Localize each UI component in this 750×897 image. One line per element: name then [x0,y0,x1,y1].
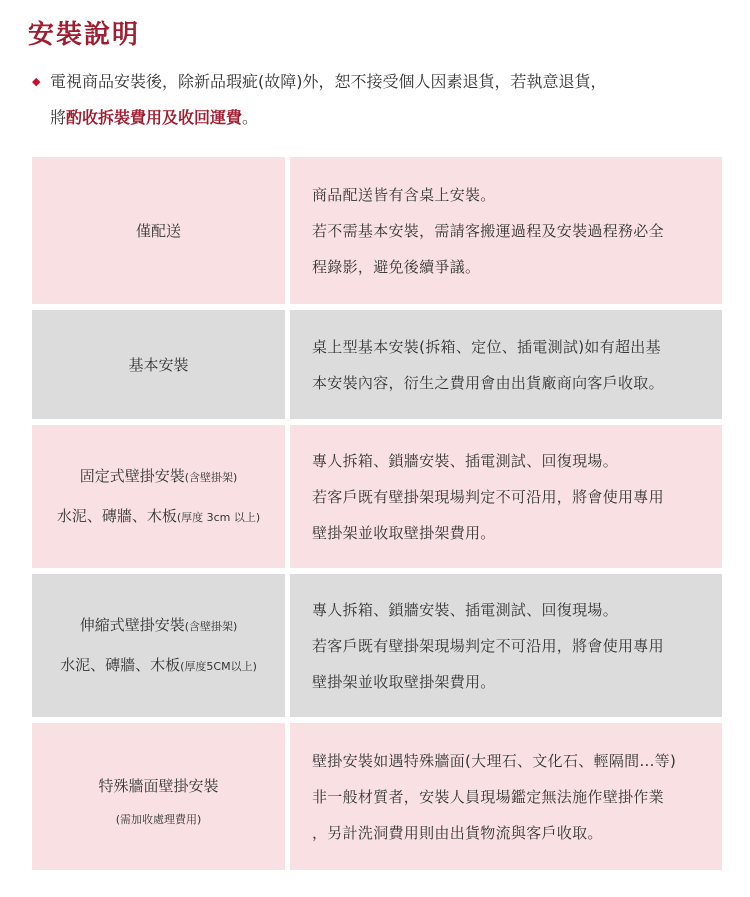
diamond-bullet-icon: ◆ [32,75,41,88]
desc-line: 專人拆箱、鎖牆安裝、插電測試、回復現場。 [312,600,619,619]
label-main: 固定式壁掛安裝 [79,466,185,485]
notice-prefix: 將 [50,108,67,127]
row-label-cell [32,157,285,304]
notice-text-1: 電視商品安裝後，除新品瑕疵(故障)外，恕不接受個人因素退貨，若執意退貨， [50,72,607,91]
table-row-fixed-wall-mount [32,425,722,568]
row-label: 特殊牆面壁掛安裝 [98,776,219,795]
sublabel-main: 水泥、磚牆、木板 [60,655,181,674]
row-desc-cell [290,723,722,870]
row-desc-cell [290,574,722,717]
row-sublabel [57,497,260,537]
install-table [32,157,722,876]
sublabel-note: (厚度5CM以上) [180,659,257,673]
row-label-cell [32,574,285,717]
return-policy-notice [32,64,732,136]
desc-line: 程錄影，避免後續爭議。 [312,257,481,276]
row-label-note: (需加收處理費用) [115,812,202,826]
sublabel-note: (厚度 3cm 以上) [176,510,261,524]
desc-line: 若客戶既有壁掛架現場判定不可沿用，將會使用專用 [312,487,664,506]
desc-line: 本安裝內容，衍生之費用會由出貨廠商向客戶收取。 [312,373,664,392]
desc-line: 商品配送皆有含桌上安裝。 [312,185,496,204]
label-note: (含壁掛架) [184,619,238,633]
table-row-telescopic-wall-mount [32,574,722,717]
desc-line: 壁掛安裝如遇特殊牆面(大理石、文化石、輕隔間...等) [312,751,677,770]
notice-suffix: 。 [242,108,259,127]
notice-line-2 [32,100,732,136]
row-desc-cell [290,310,722,419]
row-label-cell [32,425,285,568]
row-desc-cell [290,157,722,304]
row-label: 基本安裝 [128,355,189,374]
sublabel-main: 水泥、磚牆、木板 [56,506,177,525]
notice-line-1 [32,64,732,100]
row-label-cell [32,310,285,419]
desc-line: 若客戶既有壁掛架現場判定不可沿用，將會使用專用 [312,636,664,655]
desc-line: 專人拆箱、鎖牆安裝、插電測試、回復現場。 [312,451,619,470]
desc-line: 壁掛架並收取壁掛架費用。 [312,672,496,691]
row-label: 僅配送 [135,221,181,240]
label-main: 伸縮式壁掛安裝 [79,615,185,634]
notice-highlight: 酌收拆裝費用及收回運費 [66,108,243,127]
desc-line: ，另計洗洞費用則由出貨物流與客戶收取。 [312,823,603,842]
page-title: 安裝說明 [28,20,141,50]
desc-line: 非一般材質者，安裝人員現場鑑定無法施作壁掛作業 [312,787,664,806]
desc-line: 壁掛架並收取壁掛架費用。 [312,523,496,542]
row-label [80,606,238,646]
row-desc-cell [290,425,722,568]
label-note: (含壁掛架) [184,470,238,484]
table-row-delivery-only [32,157,722,304]
row-label [80,457,238,497]
row-sublabel [60,646,257,686]
desc-line: 桌上型基本安裝(拆箱、定位、插電測試)如有超出基 [312,337,661,356]
row-label-cell [32,723,285,870]
desc-line: 若不需基本安裝，需請客搬運過程及安裝過程務必全 [312,221,664,240]
table-row-special-wall-mount [32,723,722,870]
table-row-basic-install [32,310,722,419]
